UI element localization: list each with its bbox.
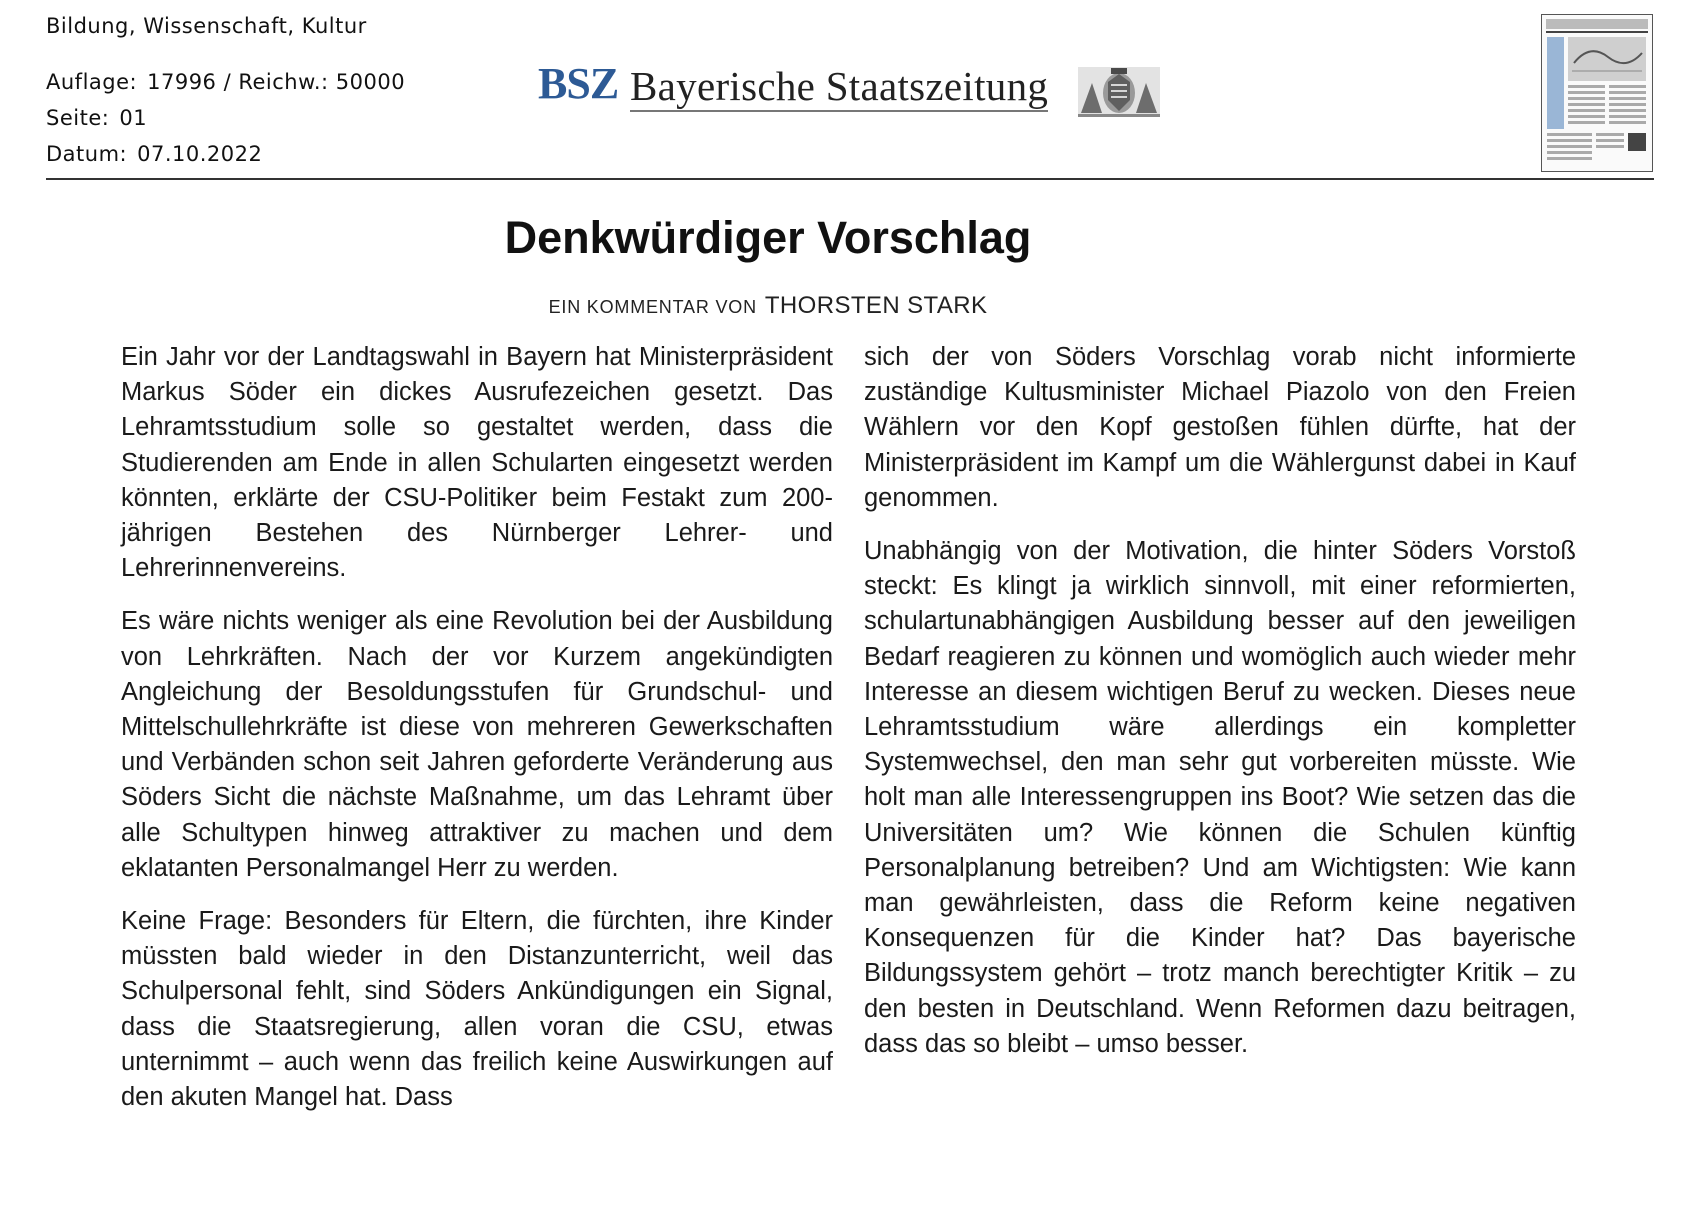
byline <box>0 292 1536 320</box>
article-column-left <box>121 340 833 1115</box>
circulation-line <box>46 70 405 94</box>
circulation-label: Auflage: <box>46 70 138 94</box>
ressort-label: Bildung, Wissenschaft, Kultur <box>46 14 367 38</box>
byline-author: THORSTEN STARK <box>764 292 988 319</box>
coat-of-arms-icon <box>1078 67 1160 117</box>
newspaper-name: Bayerische Staatszeitung <box>630 64 1048 112</box>
article-paragraph: Keine Frage: Besonders für Eltern, die fürchten, ihre Kinder müssten bald wieder in den Distanzunterricht, weil das Schulpersonal fehlt, sind Söders Ankündigungen ein Signal, dass die Staatsregierung, allen voran die CSU, etwas unternimmt – auch wenn das freilich keine Auswirkungen auf den akuten Mangel hat. Dass <box>121 907 833 1112</box>
date-value: 07.10.2022 <box>137 142 263 166</box>
page-label: Seite: <box>46 106 110 130</box>
bsz-logo: BSZ <box>538 59 619 108</box>
date-label: Datum: <box>46 142 128 166</box>
circulation-value: 17996 / Reichw.: 50000 <box>147 70 406 94</box>
article-column-right <box>864 340 1576 1062</box>
date-line <box>46 142 262 166</box>
article-paragraph: sich der von Söders Vorschlag vorab nicht informierte zuständige Kultusminister Michael Piazolo von den Freien Wählern vor den Kopf gestoßen fühlen dürfte, hat der Ministerpräsident im Kampf um die Wählergunst dabei in Kauf genommen. <box>864 343 1576 512</box>
article-paragraph: Unabhängig von der Motivation, die hinter Söders Vorstoß steckt: Es klingt ja wirklich sinnvoll, mit einer reformierten, schulartunabhängigen Ausbildung besser auf den jeweiligen Bedarf reagieren zu können und womöglich auch wieder mehr Interesse an diesem wichtigen Beruf zu wecken. Dieses neue Lehramtsstudium wäre allerdings ein kompletter Systemwechsel, den man sehr gut vorbereiten müsste. Wie holt man alle Interessengruppen ins Boot? Wie setzen das die Universitäten um? Wie können die Schulen künftig Personalplanung betreiben? Und am Wichtigsten: Wie kann man gewährleisten, dass die Reform keine negativen Konsequenzen für die Kinder hat? Das bayerische Bildungssystem gehört – trotz manch berechtigter Kritik – zu den besten in Deutschland. Wenn Reformen dazu beitragen, dass das so bleibt – umso besser. <box>864 537 1576 1058</box>
byline-prefix: EIN KOMMENTAR VON <box>548 297 757 317</box>
page-line <box>46 106 147 130</box>
page-thumbnail <box>1541 14 1653 172</box>
article-paragraph: Es wäre nichts weniger als eine Revolution bei der Ausbildung von Lehrkräften. Nach der vor Kurzem angekündigten Angleichung der Besoldungsstufen für Grundschul- und Mittelschullehrkräfte ist diese von mehreren Gewerkschaften und Verbänden schon seit Jahren geforderte Veränderung aus Söders Sicht die nächste Maßnahme, um das Lehramt über alle Schultypen hinweg attraktiver zu machen und dem eklatanten Personalmangel Herr zu werden. <box>121 607 833 882</box>
header-rule <box>46 178 1654 180</box>
article-paragraph: Ein Jahr vor der Landtagswahl in Bayern hat Ministerpräsident Markus Söder ein dickes Ausrufezeichen gesetzt. Das Lehramtsstudium solle so gestaltet werden, dass die Studierenden am Ende in allen Schularten eingesetzt werden könnten, erklärte der CSU-Politiker beim Festakt zum 200-jährigen Bestehen des Nürnberger Lehrer- und Lehrerinnenvereins. <box>121 343 833 583</box>
article-title: Denkwürdiger Vorschlag <box>504 212 1032 263</box>
page-number: 01 <box>119 106 148 130</box>
